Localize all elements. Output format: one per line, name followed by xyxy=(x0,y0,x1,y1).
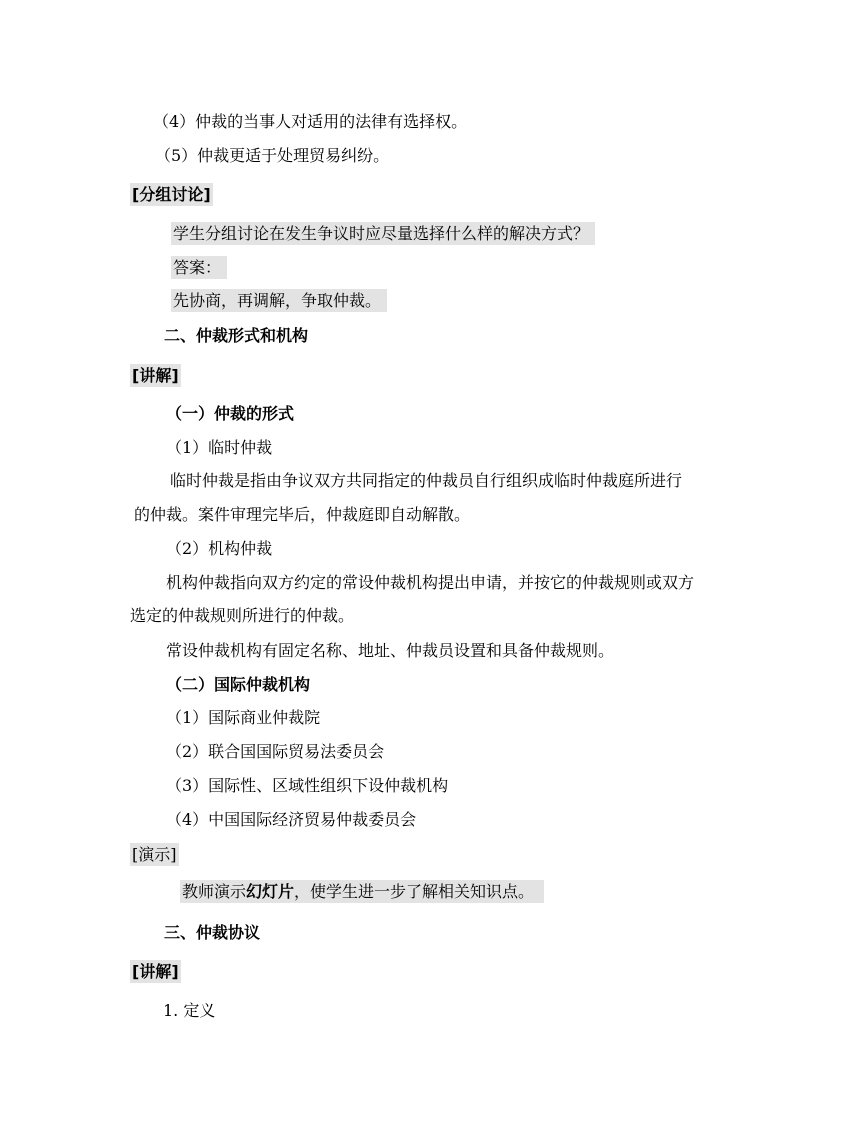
demo-text: 教师演示幻灯片，使学生进一步了解相关知识点。 xyxy=(180,880,544,903)
paragraph-line: 的仲裁。案件审理完毕后，仲裁庭即自动解散。 xyxy=(134,505,471,524)
list-item: （2）联合国国际贸易法委员会 xyxy=(166,742,385,761)
list-item: （4）中国国际经济贸易仲裁委员会 xyxy=(166,810,417,829)
section-tag-group-discussion: [分组讨论] xyxy=(132,185,211,204)
subsection-heading: （二）国际仲裁机构 xyxy=(166,675,311,694)
list-item: （1）国际商业仲裁院 xyxy=(166,708,321,727)
paragraph-line: 临时仲裁是指由争议双方共同指定的仲裁员自行组织成临时仲裁庭所进行 xyxy=(170,471,683,490)
paragraph-line: 机构仲裁指向双方约定的常设仲裁机构提出申请，并按它的仲裁规则或双方 xyxy=(166,573,695,592)
numbered-item: 1. 定义 xyxy=(163,1001,216,1020)
section-heading: 三、仲裁协议 xyxy=(164,923,261,942)
paragraph-line: 常设仲裁机构有固定名称、地址、仲裁员设置和具备仲裁规则。 xyxy=(166,641,615,660)
list-item: （3）国际性、区域性组织下设仲裁机构 xyxy=(166,776,449,795)
section-heading: 二、仲裁形式和机构 xyxy=(164,326,309,345)
subsection-heading: （一）仲裁的形式 xyxy=(166,404,295,423)
text-line: （4）仲裁的当事人对适用的法律有选择权。 xyxy=(153,112,468,131)
list-item: （2）机构仲裁 xyxy=(166,539,273,558)
section-tag-demo: [演示] xyxy=(132,845,177,864)
answer-label: 答案： xyxy=(171,256,227,279)
text-line: （5）仲裁更适于处理贸易纠纷。 xyxy=(155,146,390,165)
section-tag-explain: [讲解] xyxy=(132,962,179,981)
emphasis-text: 幻灯片 xyxy=(246,882,295,901)
discussion-question: 学生分组讨论在发生争议时应尽量选择什么样的解决方式？ xyxy=(171,222,595,245)
answer-text: 先协商，再调解，争取仲裁。 xyxy=(171,289,387,312)
paragraph-line: 选定的仲裁规则所进行的仲裁。 xyxy=(130,606,355,625)
list-item: （1）临时仲裁 xyxy=(166,438,273,457)
section-tag-explain: [讲解] xyxy=(132,366,179,385)
